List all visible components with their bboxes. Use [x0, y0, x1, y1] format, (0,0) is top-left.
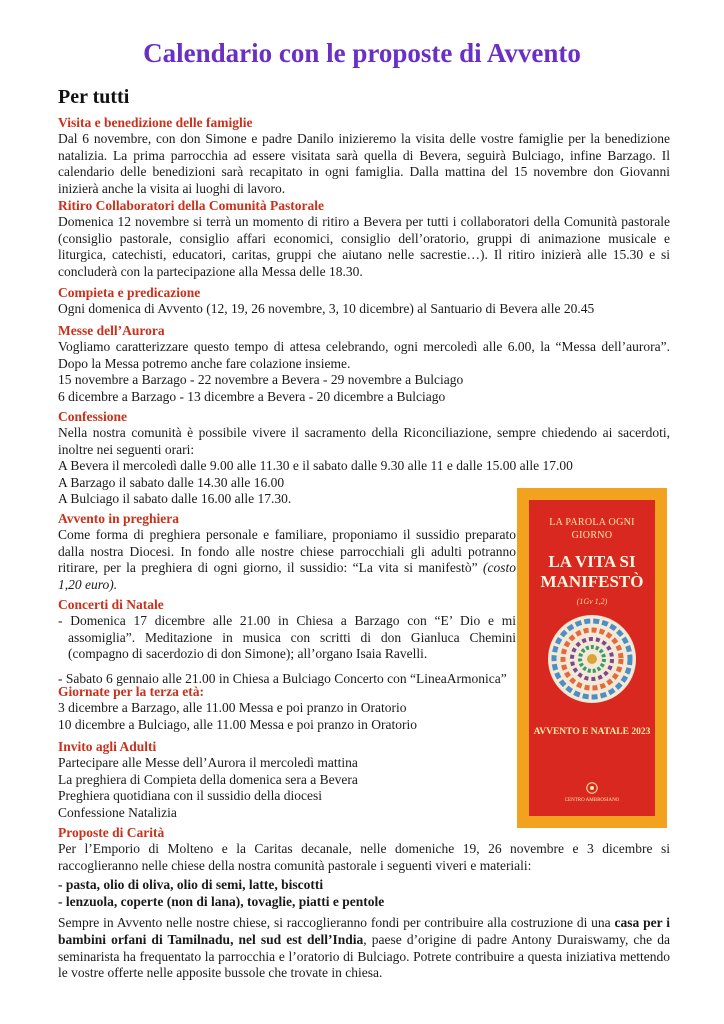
section-text: Come forma di preghiera personale e familiare, proponiamo il sussidio preparato dalla nostra Diocesi. In fondo alle nostre chiese parrocchiali gli adulti potranno ritirare, per la preghiera di ogni giorno, il sussidio: “La vita si manifestò” (costo 1,20 euro). [58, 527, 517, 592]
cover-subtitle: AVVENTO E NATALE 2023 [533, 727, 651, 737]
section-title: Concerti di Natale [58, 597, 164, 612]
schedule-line: 6 dicembre a Barzago - 13 dicembre a Bevera - 20 dicembre a Bulciago [58, 388, 446, 404]
cover-reference: (1Gv 1,2) [576, 597, 608, 606]
section-text: Vogliamo caratterizzare questo tempo di attesa celebrando, ogni mercoledì alle 6.00, la “Messa dell’aurora”. Dopo la Messa potremo anche fare colazione insieme. [58, 339, 670, 371]
section-invito-adulti [58, 739, 516, 821]
section-title: Proposte di Carità [58, 825, 165, 840]
section-title: Giornate per la terza età: [58, 684, 204, 699]
section-text: Sempre in Avvento nelle nostre chiese, si raccoglieranno fondi per contribuire alla costruzione di una casa per i bambini orfani di Tamilnadu, nel sud est dell’India, paese d’origine di padre Antony Duraiswamy, che da seminarista ha frequentato la parrocchia e l’oratorio di Bulciago. Potrete contribuire a questa iniziativa mettendo le vostre offerte nelle apposite bussole che trovate in chiesa. [58, 915, 670, 981]
section-compieta [58, 285, 670, 318]
list-item: - pasta, olio di oliva, olio di semi, latte, biscotti [58, 877, 324, 893]
section-title: Compieta e predicazione [58, 285, 201, 300]
list-item: 10 dicembre a Bulciago, alle 11.00 Messa e poi pranzo in Oratorio [58, 716, 418, 732]
list-item: La preghiera di Compieta della domenica sera a Bevera [58, 771, 358, 787]
section-messe-aurora [58, 323, 670, 405]
schedule-line: A Bulciago il sabato dalle 16.00 alle 17.30. [58, 491, 292, 507]
section-text: Nella nostra comunità è possibile vivere il sacramento della Riconciliazione, sempre chiedendo ai sacerdoti, inoltre nei seguenti orari: [58, 425, 670, 457]
publisher-logo-icon [586, 782, 598, 794]
section-visita [58, 115, 670, 197]
section-carita [58, 825, 670, 982]
list-item: 3 dicembre a Barzago, alle 11.00 Messa e poi pranzo in Oratorio [58, 700, 407, 715]
section-title: Ritiro Collaboratori della Comunità Pastorale [58, 198, 324, 213]
cover-title: LA VITA SI MANIFESTÒ [540, 552, 644, 591]
section-avvento-preghiera [58, 511, 516, 593]
page-title: Calendario con le proposte di Avvento [143, 38, 581, 68]
book-cover-panel [529, 500, 655, 816]
list-item: - Sabato 6 gennaio alle 21.00 in Chiesa a Bulciago Concerto con “LineaArmonica” [58, 670, 507, 686]
schedule-line: A Bevera il mercoledì dalle 9.00 alle 11.30 e il sabato dalle 9.30 alle 11 e dalle 15.00 alle 17.00 [58, 458, 573, 474]
section-text: Per l’Emporio di Molteno e la Caritas decanale, nelle domeniche 19, 26 novembre e 3 dicembre si raccoglieranno nelle chiese della nostra comunità pastorale i seguenti viveri e materiali: [58, 841, 670, 873]
section-title: Avvento in preghiera [58, 511, 179, 526]
list-item: Confessione Natalizia [58, 804, 177, 820]
section-text: Ogni domenica di Avvento (12, 19, 26 novembre, 3, 10 dicembre) al Santuario di Bevera alle 20.45 [58, 301, 595, 316]
schedule-line: 15 novembre a Barzago - 22 novembre a Bevera - 29 novembre a Bulciago [58, 372, 464, 388]
cover-series-label: LA PAROLA OGNI GIORNO [549, 517, 635, 541]
schedule-line: A Barzago il sabato dalle 14.30 alle 16.00 [58, 474, 285, 490]
cover-publisher: CENTRO AMBROSIANO [564, 798, 620, 803]
section-text: Domenica 12 novembre si terrà un momento di ritiro a Bevera per tutti i collaboratori della Comunità pastorale (consiglio pastorale, consiglio affari economici, consiglio dell’oratorio, gruppi di animazione musicale e liturgica, catechisti, educatori, caritas, gruppi che aiutano nelle sacrestie…). Il ritiro inizierà alle 15.30 e si concluderà con la partecipazione alla Messa delle 18.30. [58, 214, 670, 279]
book-cover-image [517, 488, 667, 828]
section-concerti [58, 597, 516, 687]
section-title: Invito agli Adulti [58, 739, 157, 754]
section-title: Visita e benedizione delle famiglie [58, 115, 253, 130]
section-title: Confessione [58, 409, 128, 424]
spiral-of-people-icon [545, 612, 639, 706]
section-terza-eta [58, 684, 516, 733]
section-ritiro [58, 198, 670, 280]
list-item: - lenzuola, coperte (non di lana), tovaglie, piatti e pentole [58, 893, 385, 909]
list-item: Partecipare alle Messe dell’Aurora il mercoledì mattina [58, 755, 358, 770]
list-item: - Domenica 17 dicembre alle 21.00 in Chiesa a Barzago con “E’ Dio e mi assomiglia”. Meditazione in musica con scritti di don Gianluca Chemini (compagno di sacerdozio di don Simone); all’organo Isaia Ravelli. [58, 613, 516, 662]
section-title: Messe dell’Aurora [58, 323, 165, 338]
section-text: Dal 6 novembre, con don Simone e padre Danilo inizieremo la visita delle vostre famiglie per la benedizione natalizia. La prima parrocchia ad essere visitata sarà quella di Bevera, seguirà Bulciago, infine Barzago. Il calendario delle benedizioni sarà recapitato in ogni famiglia. Dalla mattina del 15 novembre don Giovanni inizierà anche la visita ai luoghi di lavoro. [58, 131, 670, 196]
list-item: Preghiera quotidiana con il sussidio della diocesi [58, 788, 322, 804]
section-heading: Per tutti [58, 86, 130, 108]
